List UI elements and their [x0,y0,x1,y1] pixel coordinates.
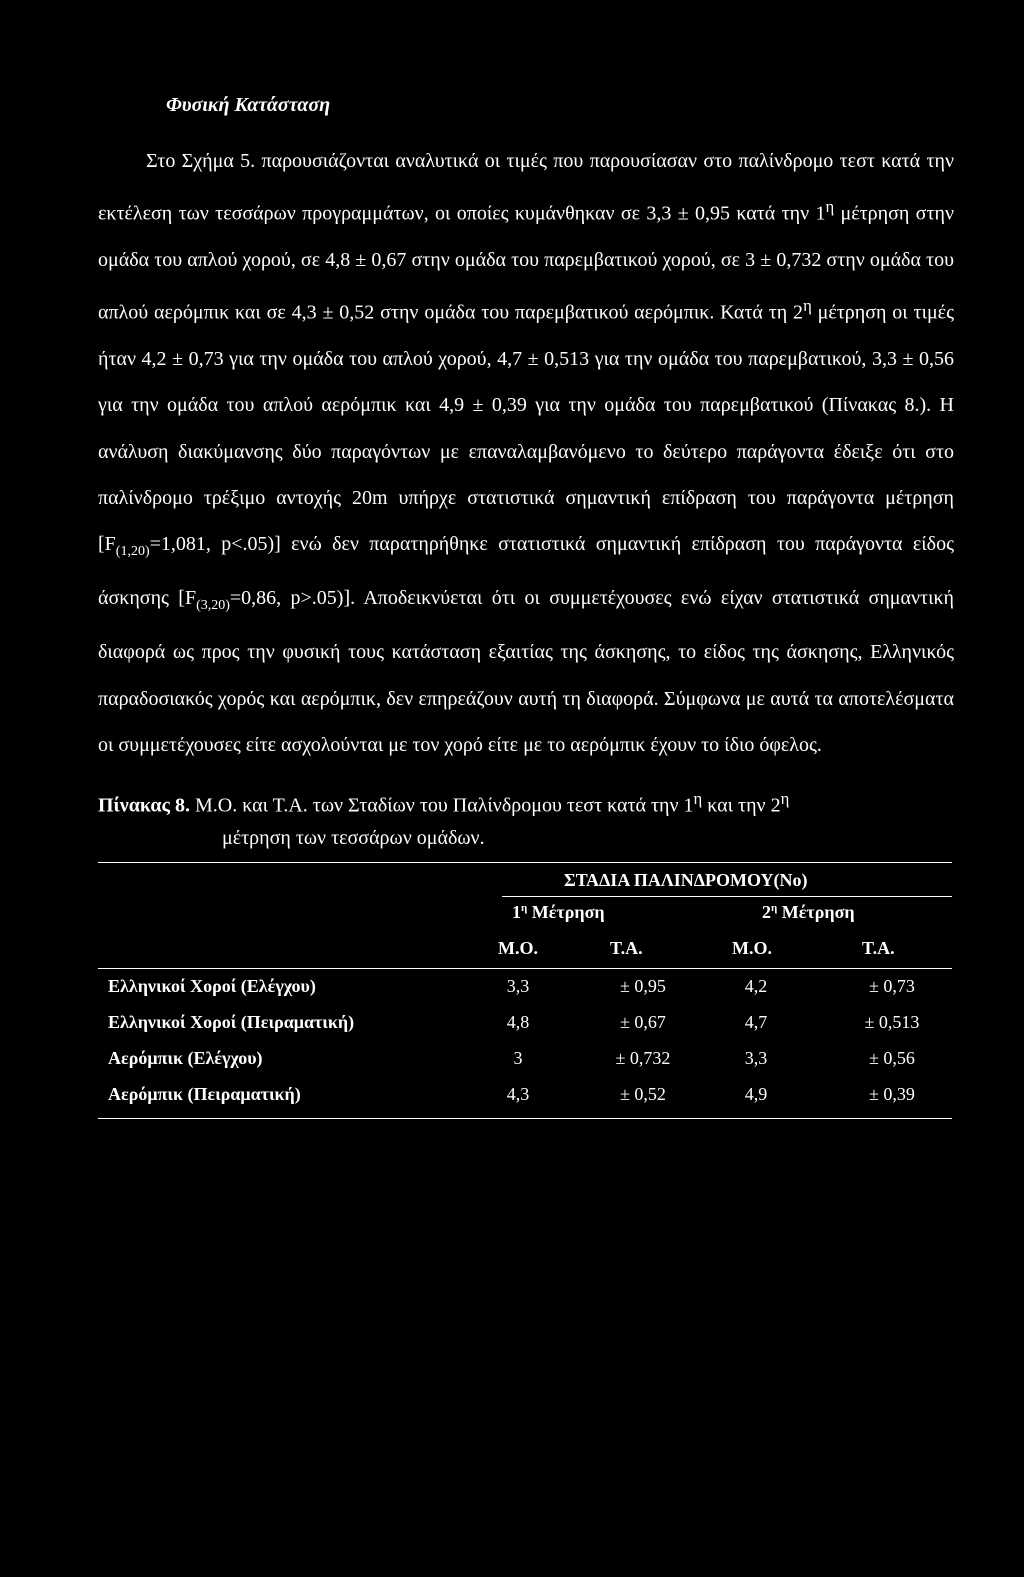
row-mo-1: 4,8 [506,1012,530,1032]
row-label: Ελληνικοί Χοροί (Πειραματική) [108,1012,355,1032]
table-header-measurement-1 [512,902,605,923]
row-label: Αερόμπικ (Ελέγχου) [108,1048,263,1068]
row-mo-1: 3 [513,1048,523,1068]
row-ta-2: ± 0,56 [869,1048,915,1068]
section-title: Φυσική Κατάσταση [166,94,331,116]
table-subheader-mo-2: Μ.Ο. [732,938,772,958]
table-subheader-ta-1: Τ.Α. [610,938,643,958]
table-top-rule [98,862,952,863]
table-caption-superscript-1: η [693,789,703,808]
row-label: Αερόμπικ (Πειραματική) [108,1084,301,1104]
row-mo-2: 3,3 [744,1048,768,1068]
row-ta-1: ± 0,67 [620,1012,666,1032]
measurement-1-word: Μέτρηση [527,902,605,922]
paragraph-part-3: μέτρηση οι τιμές ήταν 4,2 ± 0,73 για την ομάδα του απλού χορού, 4,7 ± 0,513 για την ομάδα του παρεμβατικού, 3,3 ± 0,56 για την ομάδα του απλού αερόμπικ και 4,9 ± 0,39 για την ομάδα του παρεμβατικού (Πίνακας 8.). Η ανάλυση διακύμανσης δύο παραγόντων με επαναλαμβανόμενο το δεύτερο παράγοντα έδειξε ότι στο παλίνδρομο τρέξιμο αντοχής 20m υπήρχε στατιστικά σημαντική επίδραση του παράγοντα μέτρηση [F [98,301,954,555]
table-subheader-mo-1: Μ.Ο. [498,938,538,958]
row-ta-2: ± 0,39 [869,1084,915,1104]
paragraph-part-4: =1,081, p<.05)] ενώ δεν παρατηρήθηκε στατιστικά σημαντική επίδραση του παράγοντα είδος άσκησης [F [98,532,954,610]
table-bottom-rule [98,1118,952,1119]
row-ta-2: ± 0,73 [869,976,915,996]
measurement-2-number: 2 [762,902,771,922]
measurement-1-number: 1 [512,902,521,922]
table-subheader-ta-2: Τ.Α. [862,938,895,958]
table-header-rule [98,968,952,969]
paragraph-part-5: =0,86, p>.05)]. Αποδεικνύεται ότι οι συμμετέχουσες ενώ είχαν στατιστικά σημαντική διαφορά ως προς την φυσική τους κατάσταση εξαιτίας της άσκησης, το είδος της άσκησης, Ελληνικός παραδοσιακός χορός και αερόμπικ, δεν επηρεάζουν αυτή τη διαφορά. Σύμφωνα με αυτά τα αποτελέσματα οι συμμετέχουσες είτε ασχολούνται με τον χορό είτε με το αερόμπικ έχουν το ίδιο όφελος. [98,587,954,756]
table-caption-text-3: μέτρηση των τεσσάρων ομάδων. [222,826,485,849]
measurement-2-word: Μέτρηση [777,902,855,922]
paragraph-part-2: μέτρηση στην ομάδα του απλού χορού, σε 4,8 ± 0,67 στην ομάδα του παρεμβατικού χορού, σε 3 ± 0,732 στην ομάδα του απλού αερόμπικ και σε 4,3 ± 0,52 στην ομάδα του παρεμβατικού αερόμπικ. Κατά τη 2 [98,202,954,324]
row-label: Ελληνικοί Χοροί (Ελέγχου) [108,976,316,996]
table-caption-superscript-2: η [780,789,790,808]
table-group-rule [502,896,952,897]
measurement-1-superscript: η [521,902,528,914]
row-mo-1: 3,3 [506,976,530,996]
paragraph-superscript-2: η [803,296,812,316]
table-caption-number: Πίνακας 8. [98,794,190,817]
row-ta-2: ± 0,513 [864,1012,920,1032]
row-mo-2: 4,7 [744,1012,768,1032]
paragraph-subscript-1: (1,20) [115,543,150,559]
row-ta-1: ± 0,52 [620,1084,666,1104]
table-caption-text-2: και την 2 [702,794,781,817]
table-header-measurement-2 [762,902,855,923]
table-group-header: ΣΤΑΔΙΑ ΠΑΛΙΝΔΡΟΜΟΥ(Νο) [564,870,808,890]
row-mo-2: 4,9 [744,1084,768,1104]
paragraph-superscript-1: η [825,197,835,217]
results-paragraph [98,138,954,768]
measurement-2-superscript: η [771,902,778,914]
row-ta-1: ± 0,95 [620,976,666,996]
row-mo-2: 4,2 [744,976,768,996]
row-ta-1: ± 0,732 [615,1048,671,1068]
table-caption [98,783,958,854]
table-caption-text-1: Μ.Ο. και Τ.Α. των Σταδίων του Παλίνδρομου τεστ κατά την 1 [189,794,694,817]
paragraph-part-1: Στο Σχήμα 5. παρουσιάζονται αναλυτικά οι τιμές που παρουσίασαν στο παλίνδρομο τεστ κατά την εκτέλεση των τεσσάρων προγραμμάτων, οι οποίες κυμάνθηκαν σε 3,3 ± 0,95 κατά την 1 [98,150,954,225]
row-mo-1: 4,3 [506,1084,530,1104]
paragraph-subscript-2: (3,20) [196,598,230,614]
